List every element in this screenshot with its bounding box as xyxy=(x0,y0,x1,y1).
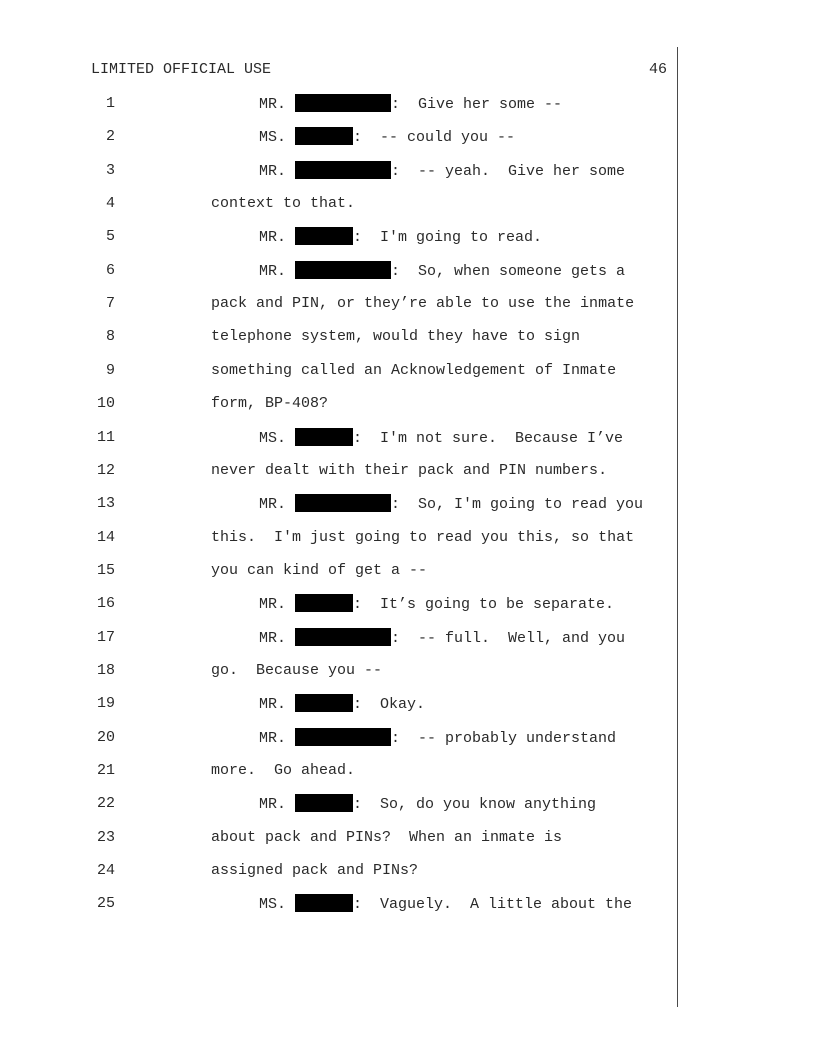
transcript-line xyxy=(0,794,816,814)
line-text: : So, when someone gets a xyxy=(391,262,626,280)
line-number: 23 xyxy=(96,828,115,846)
speaker-line xyxy=(259,494,643,515)
transcript-line xyxy=(0,194,816,214)
redaction-bar xyxy=(295,894,353,912)
line-number: 11 xyxy=(96,428,115,446)
line-number: 18 xyxy=(96,661,115,679)
speaker-title: MR. xyxy=(259,696,296,714)
line-number: 17 xyxy=(96,628,115,646)
redaction-bar xyxy=(295,494,391,512)
transcript-line xyxy=(0,894,816,914)
speaker-title: MR. xyxy=(259,162,296,180)
speaker-line xyxy=(259,227,542,248)
line-text: go. Because you -- xyxy=(211,661,383,679)
line-number: 25 xyxy=(96,895,115,913)
line-number: 12 xyxy=(96,461,115,479)
line-number: 4 xyxy=(105,195,115,213)
line-text: : Give her some -- xyxy=(391,96,563,113)
line-text: : So, I'm going to read you xyxy=(391,496,644,514)
line-text: : -- could you -- xyxy=(353,129,516,147)
line-text: more. Go ahead. xyxy=(211,762,356,779)
speaker-line xyxy=(259,594,614,615)
line-text: : So, do you know anything xyxy=(353,796,597,814)
speaker-title: MR. xyxy=(259,496,296,514)
speaker-line xyxy=(259,728,616,749)
transcript-line xyxy=(0,728,816,748)
speaker-line xyxy=(259,428,623,449)
speaker-line xyxy=(259,94,562,115)
redaction-bar xyxy=(295,428,353,446)
speaker-title: MR. xyxy=(259,262,296,280)
line-text: something called an Acknowledgement of Inmate xyxy=(211,361,617,379)
line-number: 6 xyxy=(105,261,115,279)
line-number: 8 xyxy=(105,328,115,346)
redaction-bar xyxy=(295,227,353,245)
redaction-bar xyxy=(295,628,391,646)
line-number: 16 xyxy=(96,595,115,613)
line-text: assigned pack and PINs? xyxy=(211,862,419,880)
line-number: 1 xyxy=(105,95,115,112)
line-text: pack and PIN, or they’re able to use the inmate xyxy=(211,295,635,313)
line-text: : -- full. Well, and you xyxy=(391,629,626,647)
line-number: 24 xyxy=(96,862,115,880)
line-text: telephone system, would they have to sign xyxy=(211,328,581,346)
speaker-title: MS. xyxy=(259,429,296,447)
redaction-bar xyxy=(295,94,391,112)
speaker-title: MR. xyxy=(259,229,296,247)
transcript-line xyxy=(0,661,816,681)
transcript-line xyxy=(0,394,816,414)
speaker-title: MR. xyxy=(259,629,296,647)
line-number: 10 xyxy=(96,395,115,413)
transcript-line xyxy=(0,127,816,147)
line-text: context to that. xyxy=(211,195,356,213)
line-text: : I'm not sure. Because I’ve xyxy=(353,429,624,447)
line-number: 22 xyxy=(96,795,115,813)
transcript-line xyxy=(0,461,816,481)
redaction-bar xyxy=(295,728,391,746)
line-text: : -- yeah. Give her some xyxy=(391,162,626,180)
line-number: 20 xyxy=(96,728,115,746)
line-text: about pack and PINs? When an inmate is xyxy=(211,828,563,846)
line-text: form, BP-408? xyxy=(211,395,329,413)
speaker-line xyxy=(259,261,625,282)
transcript-line xyxy=(0,561,816,581)
redaction-bar xyxy=(295,127,353,145)
line-text: : Vaguely. A little about the xyxy=(353,896,633,914)
transcript-line xyxy=(0,694,816,714)
speaker-line xyxy=(259,694,425,715)
line-text: you can kind of get a -- xyxy=(211,561,428,579)
speaker-line xyxy=(259,161,625,182)
redaction-bar xyxy=(295,161,391,179)
line-number: 2 xyxy=(105,128,115,146)
redaction-bar xyxy=(295,794,353,812)
line-text: : I'm going to read. xyxy=(353,229,543,247)
redaction-bar xyxy=(295,694,353,712)
line-text: never dealt with their pack and PIN numbers. xyxy=(211,461,608,479)
classification-marking: LIMITED OFFICIAL USE xyxy=(91,61,272,78)
transcript-line xyxy=(0,294,816,314)
speaker-title: MR. xyxy=(259,796,296,814)
transcript-line xyxy=(0,861,816,881)
speaker-title: MS. xyxy=(259,896,296,914)
speaker-title: MR. xyxy=(259,729,296,747)
line-number: 13 xyxy=(96,495,115,513)
line-text: : Okay. xyxy=(353,696,426,714)
transcript-line xyxy=(0,594,816,614)
line-number: 9 xyxy=(105,361,115,379)
line-number: 14 xyxy=(96,528,115,546)
speaker-title: MR. xyxy=(259,96,296,113)
line-text: : -- probably understand xyxy=(391,729,617,747)
line-number: 15 xyxy=(96,561,115,579)
redaction-bar xyxy=(295,594,353,612)
transcript-line xyxy=(0,261,816,281)
transcript-line xyxy=(0,161,816,181)
page-number: 46 xyxy=(648,61,667,78)
transcript-line xyxy=(0,828,816,848)
line-text: this. I'm just going to read you this, so that xyxy=(211,528,635,546)
line-number: 19 xyxy=(96,695,115,713)
line-number: 7 xyxy=(105,295,115,313)
transcript-line xyxy=(0,361,816,381)
speaker-line xyxy=(259,894,632,915)
transcript-line xyxy=(0,528,816,548)
line-number: 3 xyxy=(105,161,115,179)
transcript-line xyxy=(0,227,816,247)
transcript-line xyxy=(0,494,816,514)
line-number: 21 xyxy=(96,762,115,779)
transcript-line xyxy=(0,761,816,781)
speaker-title: MS. xyxy=(259,129,296,147)
speaker-title: MR. xyxy=(259,596,296,614)
speaker-line xyxy=(259,127,515,148)
line-text: : It’s going to be separate. xyxy=(353,596,615,614)
redaction-bar xyxy=(295,261,391,279)
speaker-line xyxy=(259,794,596,815)
line-number: 5 xyxy=(105,228,115,246)
transcript-line xyxy=(0,327,816,347)
transcript-line xyxy=(0,628,816,648)
transcript-line xyxy=(0,94,816,114)
speaker-line xyxy=(259,628,625,649)
transcript-line xyxy=(0,428,816,448)
